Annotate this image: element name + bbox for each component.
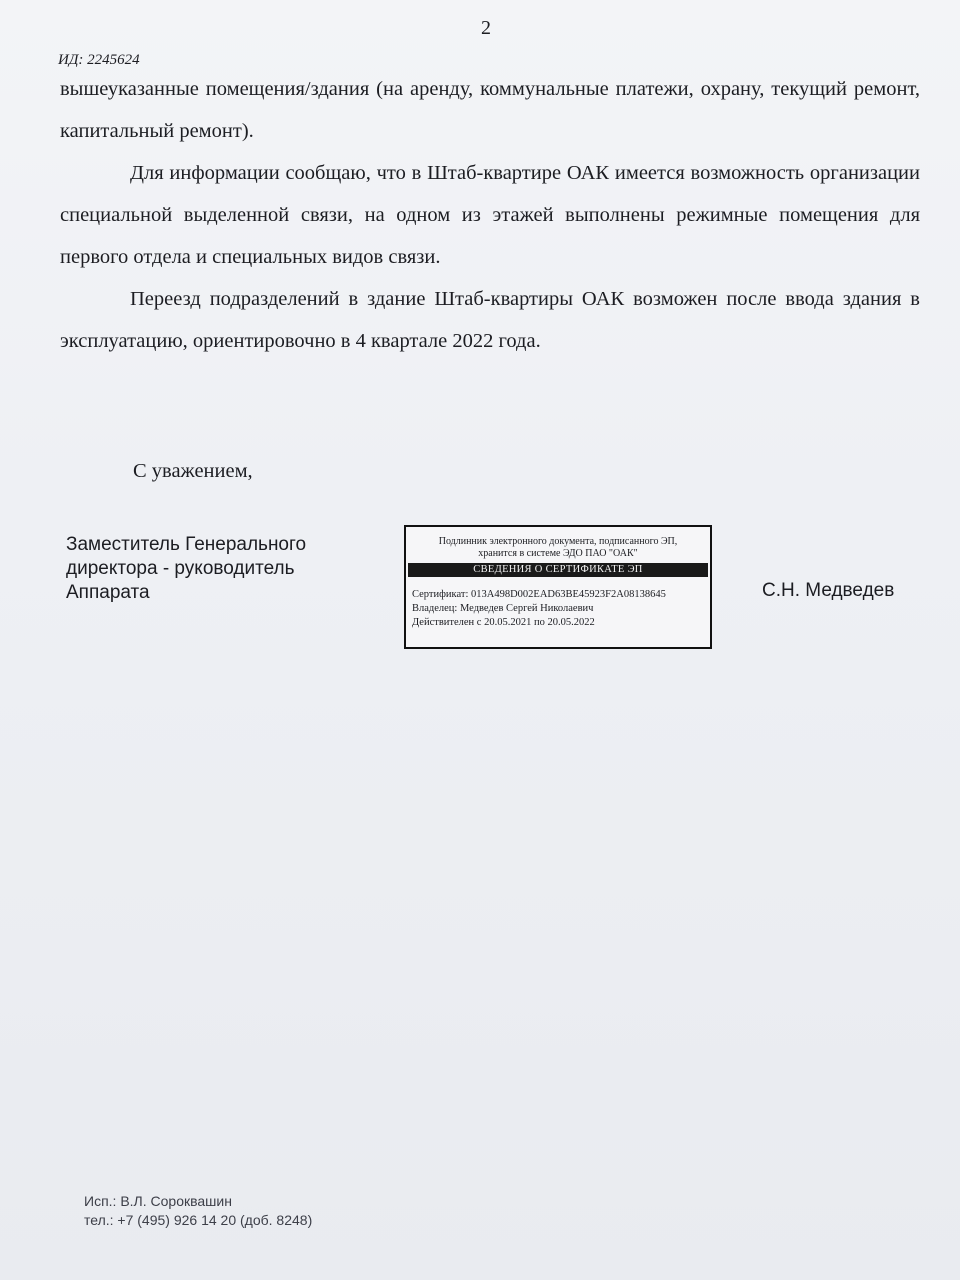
stamp-band: СВЕДЕНИЯ О СЕРТИФИКАТЕ ЭП <box>408 563 708 577</box>
executor-phone: тел.: +7 (495) 926 14 20 (доб. 8248) <box>84 1212 313 1228</box>
greeting: С уважением, <box>133 460 253 482</box>
stamp-validity: Действителен с 20.05.2021 по 20.05.2022 <box>412 617 595 628</box>
stamp-header-line: хранится в системе ЭДО ПАО "ОАК" <box>478 548 638 559</box>
stamp-certificate: Сертификат: 013A498D002EAD63BE45923F2A08138645 <box>412 589 666 600</box>
stamp-header-line: Подлинник электронного документа, подписанного ЭП, <box>438 536 678 547</box>
paragraph-2: Для информации сообщаю, что в Штаб-квартире ОАК имеется возможность организации специальной выделенной связи, на одном из этажей выполнены режимные помещения для первого отдела и специальных видов связи. <box>60 162 920 268</box>
signer-title-line: директора - руководитель <box>66 558 295 579</box>
paragraph-1: вышеуказанные помещения/здания (на аренду, коммунальные платежи, охрану, текущий ремонт, капитальный ремонт). <box>60 78 920 142</box>
stamp-details <box>406 577 710 630</box>
signer-name: С.Н. Медведев <box>762 580 895 601</box>
signer-title <box>66 533 366 605</box>
stamp-owner: Владелец: Медведев Сергей Николаевич <box>412 603 594 614</box>
letter-body <box>60 68 920 362</box>
page-number: 2 <box>481 17 491 39</box>
paragraph-3: Переезд подразделений в здание Штаб-квартиры ОАК возможен после ввода здания в эксплуатацию, ориентировочно в 4 квартале 2022 года. <box>60 288 920 352</box>
executor: Исп.: В.Л. Сороквашин <box>84 1193 232 1209</box>
signer-title-line: Аппарата <box>66 582 150 603</box>
stamp-header <box>406 527 710 563</box>
signer-title-line: Заместитель Генерального <box>66 534 307 555</box>
document-id: ИД: 2245624 <box>58 52 140 68</box>
footer <box>84 1192 312 1230</box>
electronic-signature-stamp <box>404 525 712 649</box>
